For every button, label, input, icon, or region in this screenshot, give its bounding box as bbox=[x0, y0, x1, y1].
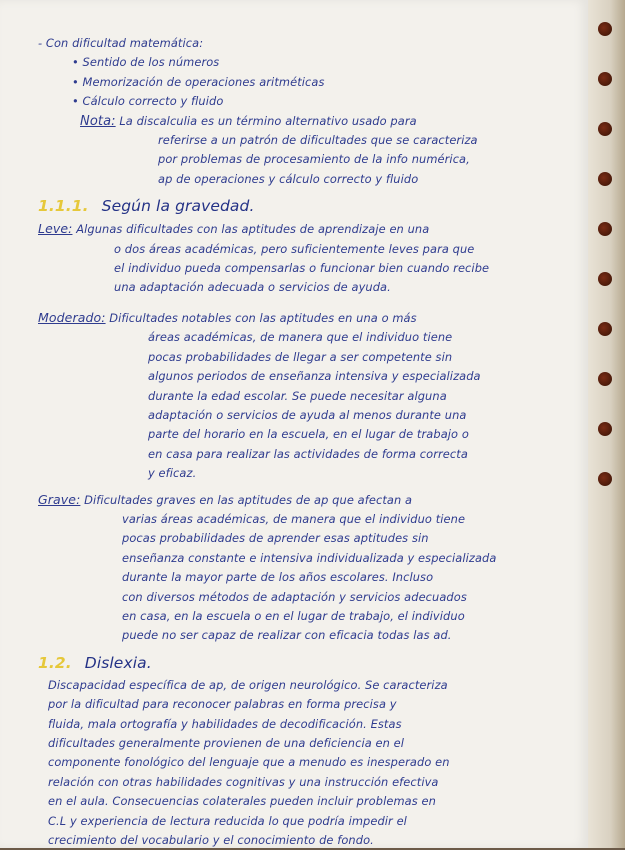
grave-label: Grave: bbox=[38, 491, 81, 507]
moderado-text: parte del horario en la escuela, en el lugar de trabajo o bbox=[148, 427, 469, 442]
grave-text: con diversos métodos de adaptación y servicios adecuados bbox=[122, 589, 467, 604]
section-heading-12 bbox=[38, 650, 573, 676]
leve-text: o dos áreas académicas, pero suficientemente leves para que bbox=[114, 241, 475, 256]
section-title: Dislexia. bbox=[84, 653, 152, 672]
dislexia-text: fluida, mala ortografía y habilidades de decodificación. Estas bbox=[48, 716, 402, 731]
moderado-block bbox=[38, 308, 573, 484]
note-text: La discalculia es un término alternativo usado para bbox=[119, 113, 417, 128]
punch-hole-icon bbox=[598, 222, 612, 236]
dislexia-text: dificultades generalmente provienen de una deficiencia en el bbox=[48, 736, 405, 750]
dislexia-text: relación con otras habilidades cognitivas y una instrucción efectiva bbox=[48, 774, 439, 789]
dislexia-text: en el aula. Consecuencias colaterales pueden incluir problemas en bbox=[48, 794, 436, 809]
punch-hole-icon bbox=[598, 472, 612, 486]
grave-first-line bbox=[38, 490, 573, 510]
moderado-text: pocas probabilidades de llegar a ser competente sin bbox=[148, 349, 453, 364]
section-title: Según la gravedad. bbox=[101, 197, 255, 216]
punch-hole-icon bbox=[598, 422, 612, 436]
leve-first-line bbox=[38, 219, 573, 239]
note-first-line bbox=[38, 112, 573, 131]
leve-label: Leve: bbox=[38, 221, 73, 237]
punch-hole-icon bbox=[598, 122, 612, 136]
grave-text: durante la mayor parte de los años escolares. Incluso bbox=[122, 570, 434, 585]
section-number: 1.1.1. bbox=[38, 197, 89, 216]
punch-hole-icon bbox=[598, 322, 612, 336]
grave-text: enseñanza constante e intensiva individualizada y especializada bbox=[122, 550, 497, 565]
intro-bullet: • Memorización de operaciones aritméticas bbox=[72, 74, 325, 89]
punch-hole-icon bbox=[598, 22, 612, 36]
leve-text: una adaptación adecuada o servicios de ayuda. bbox=[114, 280, 391, 295]
moderado-label: Moderado: bbox=[38, 309, 106, 325]
grave-text: Dificultades graves en las aptitudes de ap que afectan a bbox=[84, 492, 413, 507]
note-text: referirse a un patrón de dificultades que se caracteriza bbox=[158, 133, 478, 148]
note-label: Nota: bbox=[80, 113, 116, 129]
moderado-text: adaptación o servicios de ayuda al menos durante una bbox=[148, 407, 467, 422]
moderado-text: áreas académicas, de manera que el individuo tiene bbox=[148, 330, 453, 345]
dislexia-block bbox=[38, 676, 573, 850]
section-number: 1.2. bbox=[38, 653, 72, 672]
punch-hole-icon bbox=[598, 72, 612, 86]
section-heading-111 bbox=[38, 193, 573, 219]
intro-bullet: • Sentido de los números bbox=[72, 55, 220, 70]
grave-text: en casa, en la escuela o en el lugar de trabajo, el individuo bbox=[122, 608, 465, 623]
grave-text: puede no ser capaz de realizar con eficacia todas las ad. bbox=[122, 628, 452, 643]
grave-text: varias áreas académicas, de manera que el individuo tiene bbox=[122, 511, 466, 526]
note-text: ap de operaciones y cálculo correcto y fluido bbox=[158, 171, 419, 186]
moderado-text: durante la edad escolar. Se puede necesitar alguna bbox=[148, 388, 447, 403]
leve-block bbox=[38, 219, 573, 298]
intro-bullet: • Cálculo correcto y fluido bbox=[72, 94, 224, 109]
intro-title: - Con dificultad matemática: bbox=[38, 36, 204, 50]
dislexia-text: componente fonológico del lenguaje que a menudo es inesperado en bbox=[48, 755, 450, 770]
grave-text: pocas probabilidades de aprender esas aptitudes sin bbox=[122, 531, 429, 546]
punch-hole-icon bbox=[598, 172, 612, 186]
dislexia-text: crecimiento del vocabulario y el conocimiento de fondo. bbox=[48, 833, 374, 848]
dislexia-text: C.L y experiencia de lectura reducida lo que podría impedir el bbox=[48, 813, 407, 828]
moderado-first-line bbox=[38, 308, 573, 328]
punch-hole-icon bbox=[598, 272, 612, 286]
moderado-text: en casa para realizar las actividades de forma correcta bbox=[148, 446, 468, 461]
moderado-text: y eficaz. bbox=[148, 466, 197, 481]
moderado-text: Dificultades notables con las aptitudes en una o más bbox=[109, 310, 417, 325]
dislexia-text: por la dificultad para reconocer palabras en forma precisa y bbox=[48, 697, 397, 712]
leve-text: el individuo pueda compensarlas o funcionar bien cuando recibe bbox=[114, 261, 490, 276]
dislexia-text: Discapacidad específica de ap, de origen neurológico. Se caracteriza bbox=[48, 677, 448, 692]
note-text: por problemas de procesamiento de la info numérica, bbox=[158, 152, 470, 167]
leve-text: Algunas dificultades con las aptitudes de aprendizaje en una bbox=[76, 222, 430, 237]
handwritten-notes bbox=[38, 34, 573, 850]
grave-block bbox=[38, 490, 573, 646]
punch-hole-icon bbox=[598, 372, 612, 386]
moderado-text: algunos periodos de enseñanza intensiva y especializada bbox=[148, 369, 481, 384]
